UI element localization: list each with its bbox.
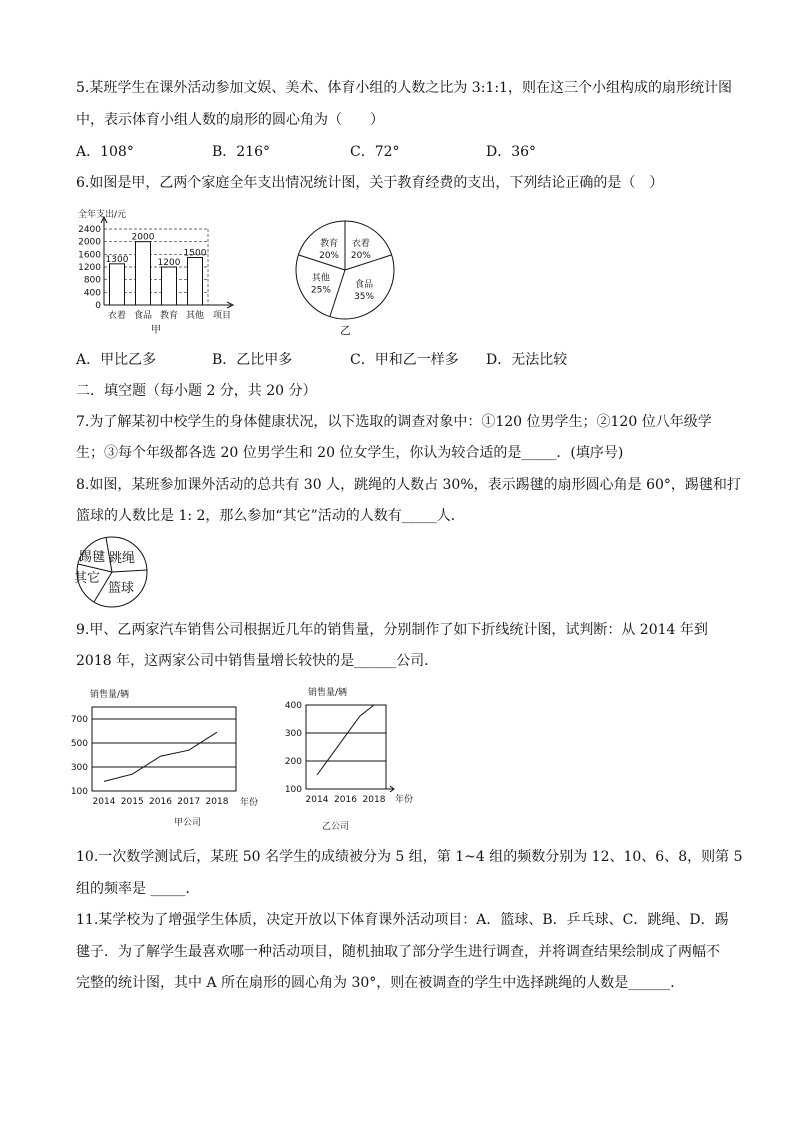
q5-line2: 中，表示体育小组人数的扇形的圆心角为（ ） [76,112,384,128]
q9-line2: 2018 年，这两家公司中销售量增长较快的是______公司． [76,653,439,669]
q8-line2: 篮球的人数比是 1: 2，那么参加“其它”活动的人数有_____人． [76,508,465,524]
pie-title: 乙 [340,324,351,337]
line-ytick-label: 200 [284,757,302,767]
line-xtick-label: 2015 [120,797,144,807]
line-series [317,705,374,775]
line-xlabel: 年份 [395,795,414,805]
lineB-ylabel: 销售量/辆 [308,688,348,698]
bar-title: 甲 [151,325,161,336]
activity-pie-chart [72,534,152,610]
lineB-title: 乙公司 [322,822,350,832]
activity-label-tijian: 踢毽 [79,550,106,565]
line-ytick-label: 300 [284,729,302,739]
line-xtick-label: 2014 [305,795,329,805]
q5-line1: 5.某班学生在课外活动参加文娱、美术、体育小组的人数之比为 3:1:1，则在这三个小组构成的扇形统计图 [76,80,732,96]
line-xtick-label: 2018 [205,797,229,807]
pie-slice-percent: 35% [354,292,375,303]
line-xtick-label: 2014 [92,797,116,807]
bar-ytick-label: 800 [83,275,101,286]
bar-ytick-label: 2400 [78,225,101,235]
q7-line1: 7.为了解某初中校学生的身体健康状况，以下选取的调查对象中：①120 位男学生；②120 位八年级学 [76,414,712,430]
q6-option-c: C．甲和乙一样多 [350,352,459,368]
bar-1 [136,242,151,305]
line-ytick-label: 500 [70,739,88,749]
pie-slice-name: 教育 [320,239,339,250]
bar-value-label: 1300 [105,254,129,265]
bar-ytick-label: 1600 [78,250,101,261]
bar-category-label: 教育 [159,311,179,321]
section-heading: 二．填空题（每小题 2 分，共 20 分） [76,383,317,399]
bar-category-label: 衣着 [107,311,127,321]
lineA-title: 甲公司 [174,818,202,828]
bar-3 [188,258,203,306]
q11-line2: 毽子．为了解学生最喜欢哪一种活动项目，随机抽取了部分学生进行调查，并将调查结果绘制成了两幅不 [76,944,720,960]
bar-ytick-label: 0 [95,301,101,311]
bar-ytick-label: 400 [83,288,101,299]
bar-category-label: 食品 [133,311,153,321]
line-xtick-label: 2018 [362,795,386,805]
line-chart-yi-company [282,683,442,833]
line-ytick-label: 100 [284,785,302,795]
bar-ylabel: 全年支出/元 [78,210,127,220]
q11-line1: 11.某学校为了增强学生体质，决定开放以下体育课外活动项目：A．篮球、B．乒乓球、C．跳绳、D．踢 [76,912,729,928]
pie-slice-name: 衣着 [351,239,370,250]
bar-2 [162,267,177,305]
pie-chart-yi [290,218,400,340]
q10-line2: 组的频率是 _____． [76,881,200,897]
lineA-ylabel: 销售量/辆 [90,690,130,700]
q9-line1: 9.甲、乙两家汽车销售公司根据近几年的销售量，分别制作了如下折线统计图，试判断：从 2014 年到 [76,622,708,638]
line-xlabel: 年份 [240,798,259,808]
activity-pie-divider [112,570,147,572]
pie-slice-percent: 20% [350,251,371,262]
line-ytick-label: 300 [70,763,88,773]
q5-option-a: A．108° [76,144,134,160]
activity-label-tiaosheng: 跳绳 [109,551,136,566]
line-xtick-label: 2016 [334,795,357,805]
bar-ytick-label: 1200 [78,263,101,273]
bar-xlabel: 项目 [213,311,232,321]
bar-value-label: 1200 [157,258,181,268]
line-ytick-label: 100 [70,787,88,797]
pie-slice-name: 食品 [355,280,374,291]
q11-line3: 完整的统计图，其中 A 所在扇形的圆心角为 30°，则在被调查的学生中选择跳绳的人数是______． [76,975,685,991]
bar-value-label: 2000 [131,232,155,243]
bar-category-label: 其他 [185,311,205,321]
activity-label-lanqiu: 篮球 [108,581,135,596]
q6-option-b: B．乙比甲多 [212,352,293,368]
line-plot-frame [92,707,236,791]
q5-option-d: D．36° [486,144,537,160]
line-series [104,732,217,781]
bar-chart-jia [76,205,246,340]
q5-option-b: B．216° [212,144,271,160]
q6-option-a: A．甲比乙多 [76,352,157,368]
q7-line2: 生；③每个年级都各选 20 位男学生和 20 位女学生，你认为较合适的是_____．(填序号) [76,445,624,461]
line-xtick-label: 2016 [149,797,172,807]
q10-line1: 10.一次数学测试后，某班 50 名学生的成绩被分为 5 组，第 1~4 组的频数分别为 12、10、6、8，则第 5 [76,849,743,865]
pie-slice-name: 其他 [311,273,330,284]
line-xtick-label: 2017 [177,797,201,807]
pie-slice-percent: 20% [319,251,340,262]
q6-line1: 6.如图是甲，乙两个家庭全年支出情况统计图，关于教育经费的支出，下列结论正确的是（ ） [76,175,664,191]
bar-value-label: 1500 [183,248,207,259]
q5-option-c: C．72° [350,144,400,160]
activity-label-qita: 其它 [74,571,101,586]
line-plot-frame [306,705,386,789]
q8-line1: 8.如图，某班参加课外活动的总共有 30 人，跳绳的人数占 30%，表示踢毽的扇形圆心角是 60°，踢毽和打 [76,477,741,493]
line-ytick-label: 700 [70,715,88,725]
line-chart-jia-company [64,683,274,833]
pie-slice-percent: 25% [310,285,331,296]
line-ytick-label: 400 [284,701,302,711]
q6-option-d: D．无法比较 [486,352,568,368]
bar-ytick-label: 2000 [78,237,101,248]
bar-0 [110,264,125,305]
